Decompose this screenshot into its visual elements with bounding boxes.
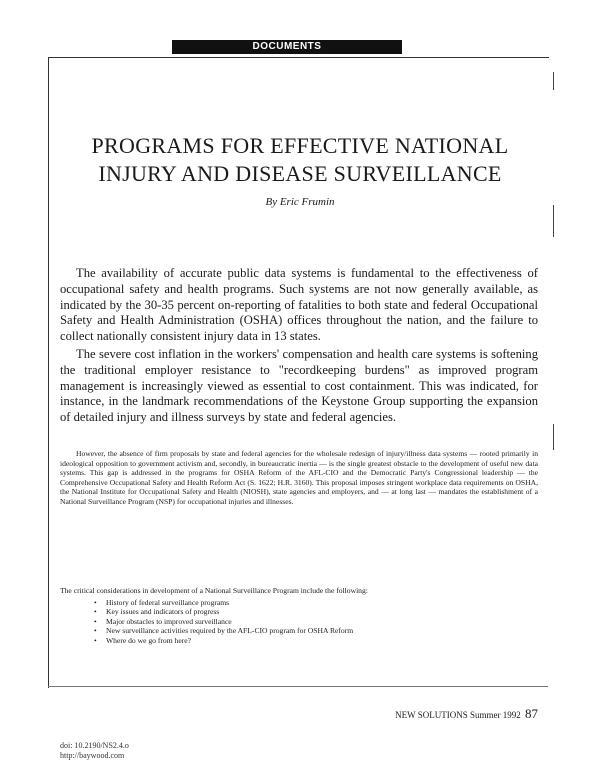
doi-text: doi: 10.2190/NS2.4.o [60, 741, 129, 750]
list-item: • Key issues and indicators of progress [106, 607, 538, 617]
margin-mark [553, 205, 554, 237]
margin-mark [553, 424, 554, 450]
journal-name: NEW SOLUTIONS [395, 710, 468, 720]
page-number: 87 [525, 706, 538, 721]
small-print-section [60, 449, 538, 507]
list-item: • Major obstacles to improved surveillance [106, 617, 538, 627]
considerations-list [60, 598, 538, 646]
article-body [60, 266, 538, 428]
frame-bottom-rule [48, 686, 548, 687]
doi-block [60, 741, 129, 761]
body-paragraph: The severe cost inflation in the workers' compensation and health care systems is softening the traditional employer resistance to "recordkeeping burdens" as improved program management is increasingly viewed as essential to cost containment. This was indicated, for instance, in the landmark recommendations of the Keystone Group supporting the expansion of detailed injury and illness surveys by state and federal agencies. [60, 346, 538, 425]
article-title [55, 132, 545, 188]
title-line-2: INJURY AND DISEASE SURVEILLANCE [98, 161, 502, 186]
list-item: • New surveillance activities required by the AFL-CIO program for OSHA Reform [106, 626, 538, 636]
publisher-url: http://baywood.com [60, 751, 125, 760]
title-line-1: PROGRAMS FOR EFFECTIVE NATIONAL [91, 133, 509, 158]
byline: By Eric Frumin [265, 196, 335, 208]
small-paragraph: However, the absence of firm proposals by state and federal agencies for the wholesale redesign of injury/illness data systems — rooted primarily in ideological opposition to government activism and, secondly, in bureaucratic inertia — is the single greatest obstacle to the development of useful new data systems. This gap is addressed in the programs for OSHA Reform of the AFL-CIO and the Democratic Party's Congressional leadership — the Comprehensive Occupational Safety and Health Reform Act (S. 1622; H.R. 3160). This proposal imposes stringent workplace data requirements on OSHA, the National Institute for Occupational Safety and Health (NIOSH), state agencies and employers, and — at long last — mandates the establishment of a National Surveillance Program (NSP) for occupational injuries and illnesses. [60, 449, 538, 506]
body-paragraph: The availability of accurate public data systems is fundamental to the effectiveness of occupational safety and health programs. Such systems are not now generally available, as indicated by the 30-35 percent on-reporting of fatalities to both state and federal Occupational Safety and Health Administration (OSHA) offices throughout the nation, and the failure to collect nationally consistent injury data in 13 states. [60, 266, 538, 344]
journal-issue: Summer 1992 [470, 710, 521, 720]
margin-mark [553, 72, 554, 90]
list-item: • Where do we go from here? [106, 636, 538, 646]
considerations-lead: The critical considerations in development of a National Surveillance Program include the following: [60, 586, 368, 595]
journal-footer [395, 706, 538, 722]
section-banner: DOCUMENTS [172, 40, 402, 54]
considerations-section [60, 586, 538, 646]
list-item: • History of federal surveillance programs [106, 598, 538, 608]
